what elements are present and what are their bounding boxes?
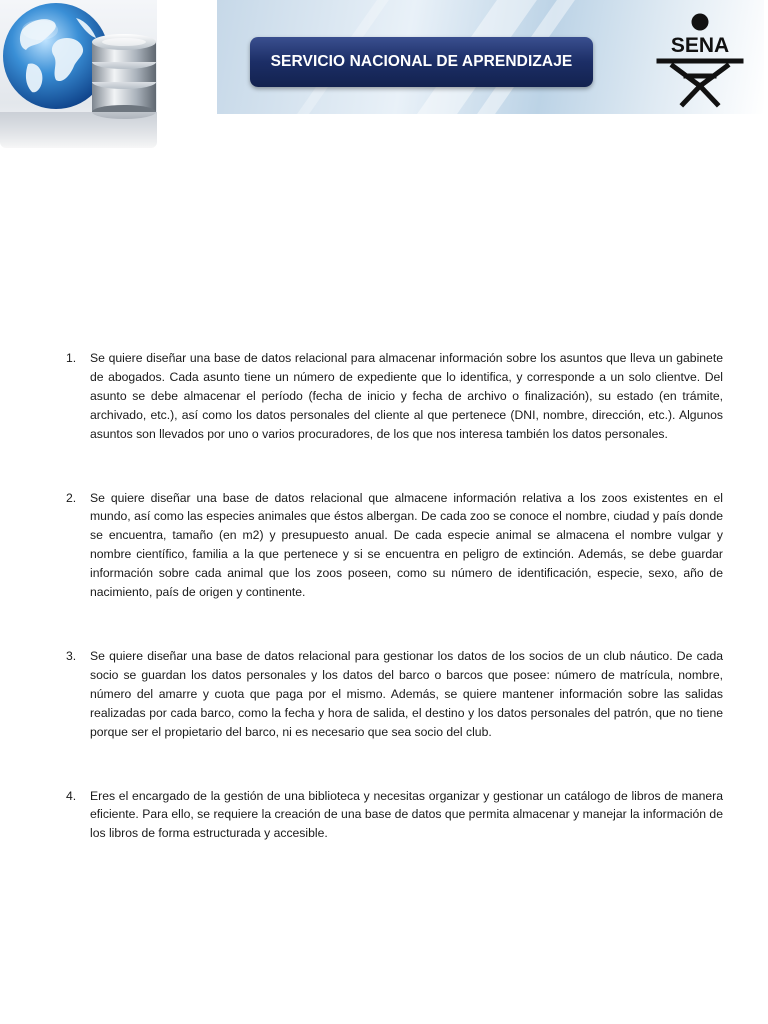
item-text: Se quiere diseñar una base de datos relacional que almacene información relativa a los zoos existentes en el mundo, así como las especies animales que éstos albergan. De cada zoo se conoce el nombre, ciudad y país donde se encuentra, tamaño (en m2) y presupuesto anual. De cada especie animal se almacena el nombre vulgar y nombre científico, familia a la que pertenece y si se encuentra en peligro de extinción. Además, se debe guardar información sobre cada animal que los zoos poseen, como su número de identificación, especie, sexo, año de nacimiento, país de origen y continente. — [90, 490, 723, 600]
sena-logo-text: SENA — [670, 34, 730, 57]
exercise-list — [66, 349, 723, 888]
list-item — [66, 489, 723, 602]
item-number: 3. — [66, 648, 77, 663]
list-item — [66, 349, 723, 444]
sena-logo — [653, 0, 748, 110]
item-text: Eres el encargado de la gestión de una biblioteca y necesitas organizar y gestionar un catálogo de libros de manera eficiente. Para ello, se requiere la creación de una base de datos que permita almacenar y manejar la información de los libros de forma estructurada y accesible. — [90, 788, 723, 841]
globe-database-logo — [0, 0, 157, 148]
banner-title: SERVICIO NACIONAL DE APRENDIZAJE — [270, 53, 573, 70]
list-item — [66, 647, 723, 742]
item-text: Se quiere diseñar una base de datos relacional para almacenar información sobre los asuntos que lleva un gabinete de abogados. Cada asunto tiene un número de expediente que lo identifica, y corresponde a un solo clientve. Del asunto se debe almacenar el período (fecha de inicio y fecha de archivo o finalización), su estado (en trámite, archivado, etc.), así como los datos personales del cliente al que pertenece (DNI, nombre, dirección, etc.). Algunos asuntos son llevados por uno o varios procuradores, de los que nos interesa también los datos personales. — [90, 351, 723, 441]
item-number: 2. — [66, 490, 77, 505]
item-text: Se quiere diseñar una base de datos relacional para gestionar los datos de los socios de un club náutico. De cada socio se guardan los datos personales y los datos del barco o barcos que posee: número de matrícula, nombre, número del amarre y cuota que paga por el mismo. Además, se quiere mantener información sobre las salidas realizadas por cada barco, como la fecha y hora de salida, el destino y los datos personales del patrón, que no tiene porque ser el propietario del barco, ni es necesario que sea socio del club. — [90, 648, 723, 739]
item-number: 4. — [66, 788, 77, 803]
database-icon — [92, 34, 156, 119]
banner-title-box — [250, 37, 593, 87]
item-number: 1. — [66, 351, 77, 365]
list-item — [66, 787, 723, 844]
